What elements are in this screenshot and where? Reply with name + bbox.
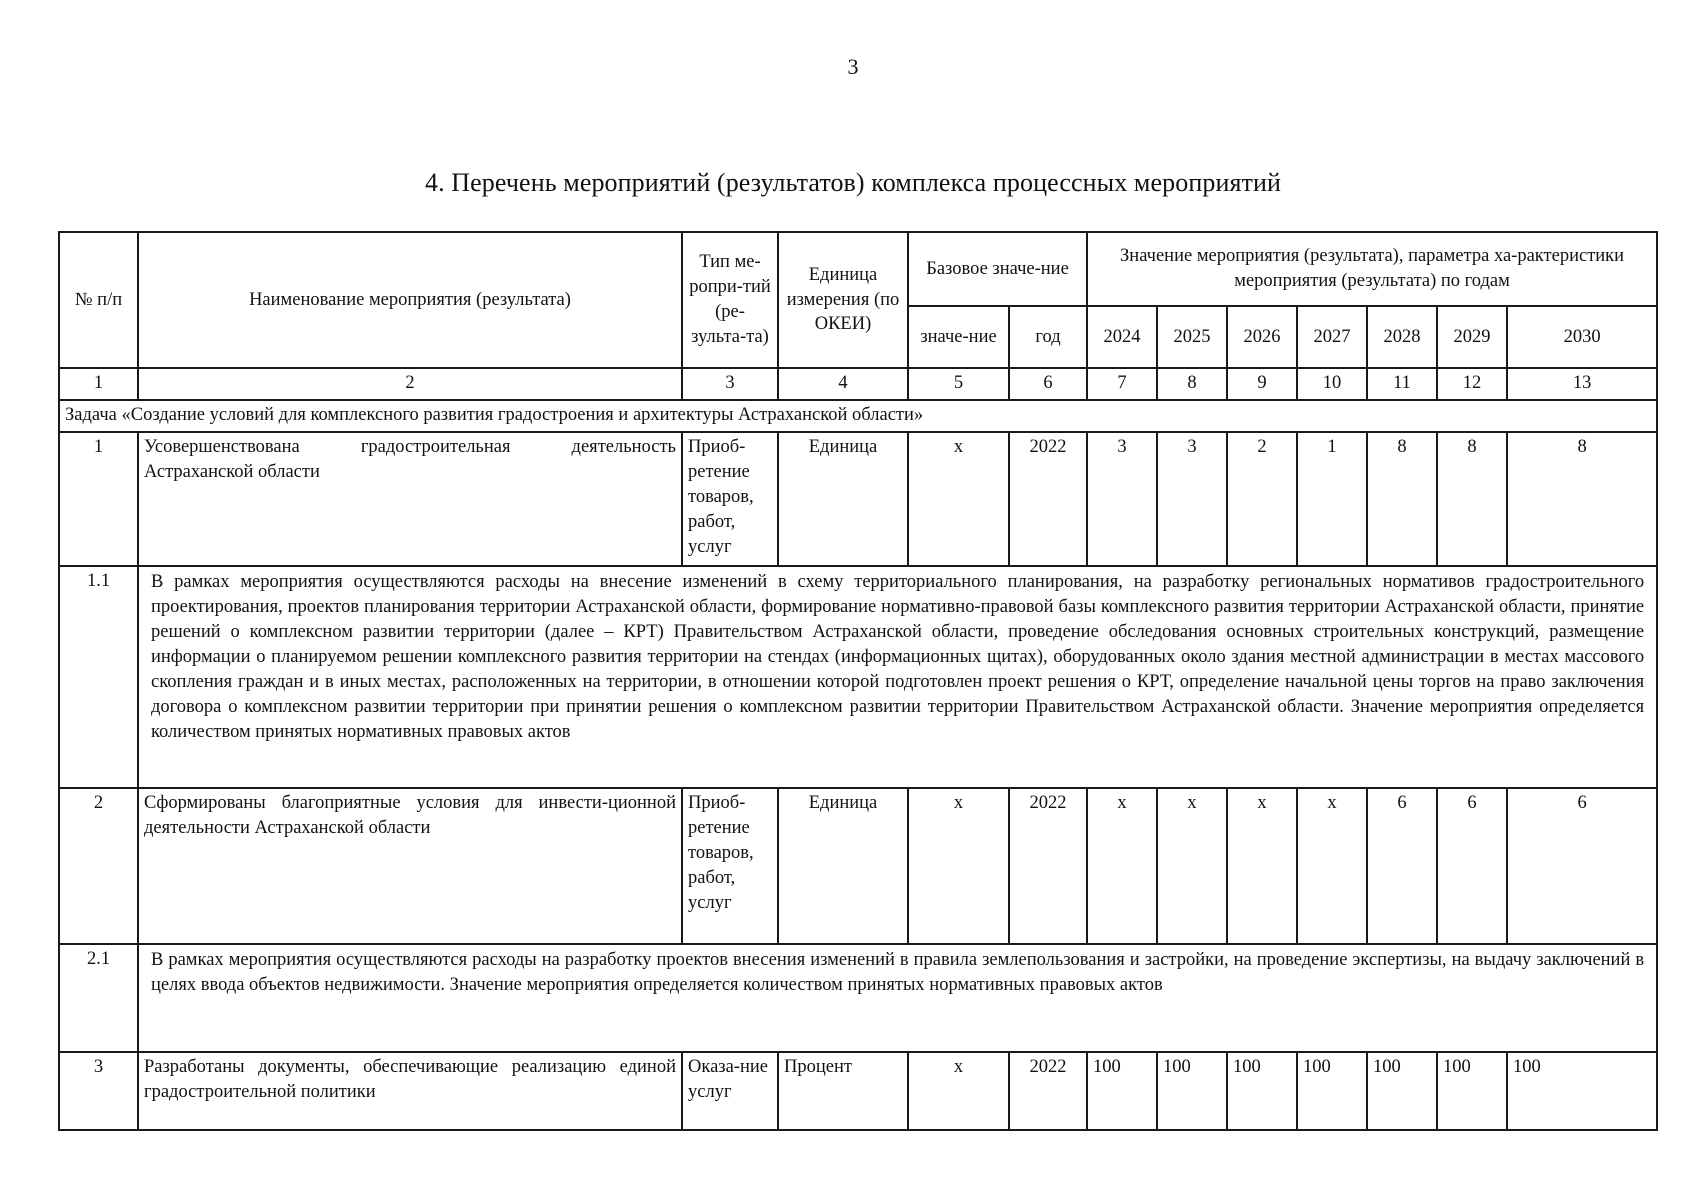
- row-value-2029: 100: [1437, 1052, 1507, 1130]
- row-name: Усовершенствована градостроительная деятельность Астраханской области: [138, 432, 682, 566]
- document-title: 4. Перечень мероприятий (результатов) комплекса процессных мероприятий: [424, 168, 1282, 197]
- row-value-2026: 2: [1227, 432, 1297, 566]
- table-row: [59, 432, 1657, 566]
- row-base-year: 2022: [1009, 788, 1087, 944]
- row-value-2030: 8: [1507, 432, 1657, 566]
- header-year: 2024: [1087, 306, 1157, 368]
- row-description: В рамках мероприятия осуществляются расходы на разработку проектов внесения изменений в правила землепользования и застройки, на проведение экспертизы, на выдачу заключений в целях ввода объектов недвижимости. Значение мероприятия определяется количеством принятых нормативных правовых актов: [138, 944, 1657, 1052]
- row-value-2027: 1: [1297, 432, 1367, 566]
- row-name: Разработаны документы, обеспечивающие реализацию единой градостроительной политики: [138, 1052, 682, 1130]
- row-number: 3: [59, 1052, 138, 1130]
- row-base-value: х: [908, 432, 1009, 566]
- row-base-value: х: [908, 788, 1009, 944]
- header-base: Базовое значе-ние: [908, 232, 1087, 306]
- row-value-2028: 6: [1367, 788, 1437, 944]
- header-year: 2027: [1297, 306, 1367, 368]
- table-row-description: [59, 944, 1657, 1052]
- row-value-2024: х: [1087, 788, 1157, 944]
- column-number: 11: [1367, 368, 1437, 400]
- header-year: 2028: [1367, 306, 1437, 368]
- header-row-1: [59, 232, 1657, 306]
- header-name: Наименование мероприятия (результата): [138, 232, 682, 368]
- row-value-2030: 6: [1507, 788, 1657, 944]
- row-value-2027: х: [1297, 788, 1367, 944]
- header-base-value: значе-ние: [908, 306, 1009, 368]
- header-year: 2030: [1507, 306, 1657, 368]
- header-type: Тип ме-ропри-тий (ре-зульта-та): [682, 232, 778, 368]
- column-number: 4: [778, 368, 908, 400]
- table-row: [59, 788, 1657, 944]
- row-value-2030: 100: [1507, 1052, 1657, 1130]
- row-type: Приоб-ретение товаров, работ, услуг: [682, 788, 778, 944]
- row-name: Сформированы благоприятные условия для инвести-ционной деятельности Астраханской области: [138, 788, 682, 944]
- header-unit: Единица измерения (по ОКЕИ): [778, 232, 908, 368]
- row-base-year: 2022: [1009, 1052, 1087, 1130]
- row-unit: Единица: [778, 432, 908, 566]
- row-value-2025: 3: [1157, 432, 1227, 566]
- row-number: 1.1: [59, 566, 138, 788]
- row-value-2028: 100: [1367, 1052, 1437, 1130]
- column-number: 9: [1227, 368, 1297, 400]
- row-value-2025: х: [1157, 788, 1227, 944]
- column-number: 10: [1297, 368, 1367, 400]
- column-number: 8: [1157, 368, 1227, 400]
- task-heading: Задача «Создание условий для комплексного развития градостроения и архитектуры Астраханской области»: [59, 400, 1657, 432]
- row-value-2029: 6: [1437, 788, 1507, 944]
- row-value-2029: 8: [1437, 432, 1507, 566]
- task-row: [59, 400, 1657, 432]
- activities-table: [58, 231, 1658, 1131]
- column-number: 6: [1009, 368, 1087, 400]
- header-year: 2025: [1157, 306, 1227, 368]
- table-row: [59, 1052, 1657, 1130]
- table-row-description: [59, 566, 1657, 788]
- header-num: № п/п: [59, 232, 138, 368]
- row-value-2025: 100: [1157, 1052, 1227, 1130]
- row-value-2026: х: [1227, 788, 1297, 944]
- row-unit: Единица: [778, 788, 908, 944]
- row-number: 1: [59, 432, 138, 566]
- row-base-year: 2022: [1009, 432, 1087, 566]
- header-year: 2026: [1227, 306, 1297, 368]
- row-value-2026: 100: [1227, 1052, 1297, 1130]
- column-number: 7: [1087, 368, 1157, 400]
- header-year: 2029: [1437, 306, 1507, 368]
- column-number: 1: [59, 368, 138, 400]
- column-number: 5: [908, 368, 1009, 400]
- column-number: 13: [1507, 368, 1657, 400]
- row-unit: Процент: [778, 1052, 908, 1130]
- column-number: 12: [1437, 368, 1507, 400]
- row-description: В рамках мероприятия осуществляются расходы на внесение изменений в схему территориального планирования, на разработку региональных нормативов градостроительного проектирования, проектов планирования территории Астраханской области, формирование нормативно-правовой базы комплексного развития территории Астраханской области, принятие решений о комплексном развитии территории (далее – КРТ) Правительством Астраханской области, проведение обследования основных строительных конструкций, размещение информации о планируемом решении комплексного развития территории на стендах (информационных щитах), оборудованных около здания местной администрации в местах массового скопления граждан и в иных местах, расположенных на территории, в отношении которой подготовлен проект решения о КРТ, определение начальной цены торгов на право заключения договора о комплексном развитии территории при принятии решения о комплексном развитии территории Правительством Астраханской области. Значение мероприятия определяется количеством принятых нормативных правовых актов: [138, 566, 1657, 788]
- row-base-value: х: [908, 1052, 1009, 1130]
- row-type: Приоб-ретение товаров, работ, услуг: [682, 432, 778, 566]
- row-value-2024: 3: [1087, 432, 1157, 566]
- column-number-row: [59, 368, 1657, 400]
- row-number: 2.1: [59, 944, 138, 1052]
- header-base-year: год: [1009, 306, 1087, 368]
- page-number: 3: [847, 54, 859, 79]
- row-value-2024: 100: [1087, 1052, 1157, 1130]
- row-number: 2: [59, 788, 138, 944]
- row-type: Оказа-ние услуг: [682, 1052, 778, 1130]
- row-value-2028: 8: [1367, 432, 1437, 566]
- row-value-2027: 100: [1297, 1052, 1367, 1130]
- column-number: 2: [138, 368, 682, 400]
- header-values-by-year: Значение мероприятия (результата), параметра ха-рактеристики мероприятия (результата) по годам: [1087, 232, 1657, 306]
- column-number: 3: [682, 368, 778, 400]
